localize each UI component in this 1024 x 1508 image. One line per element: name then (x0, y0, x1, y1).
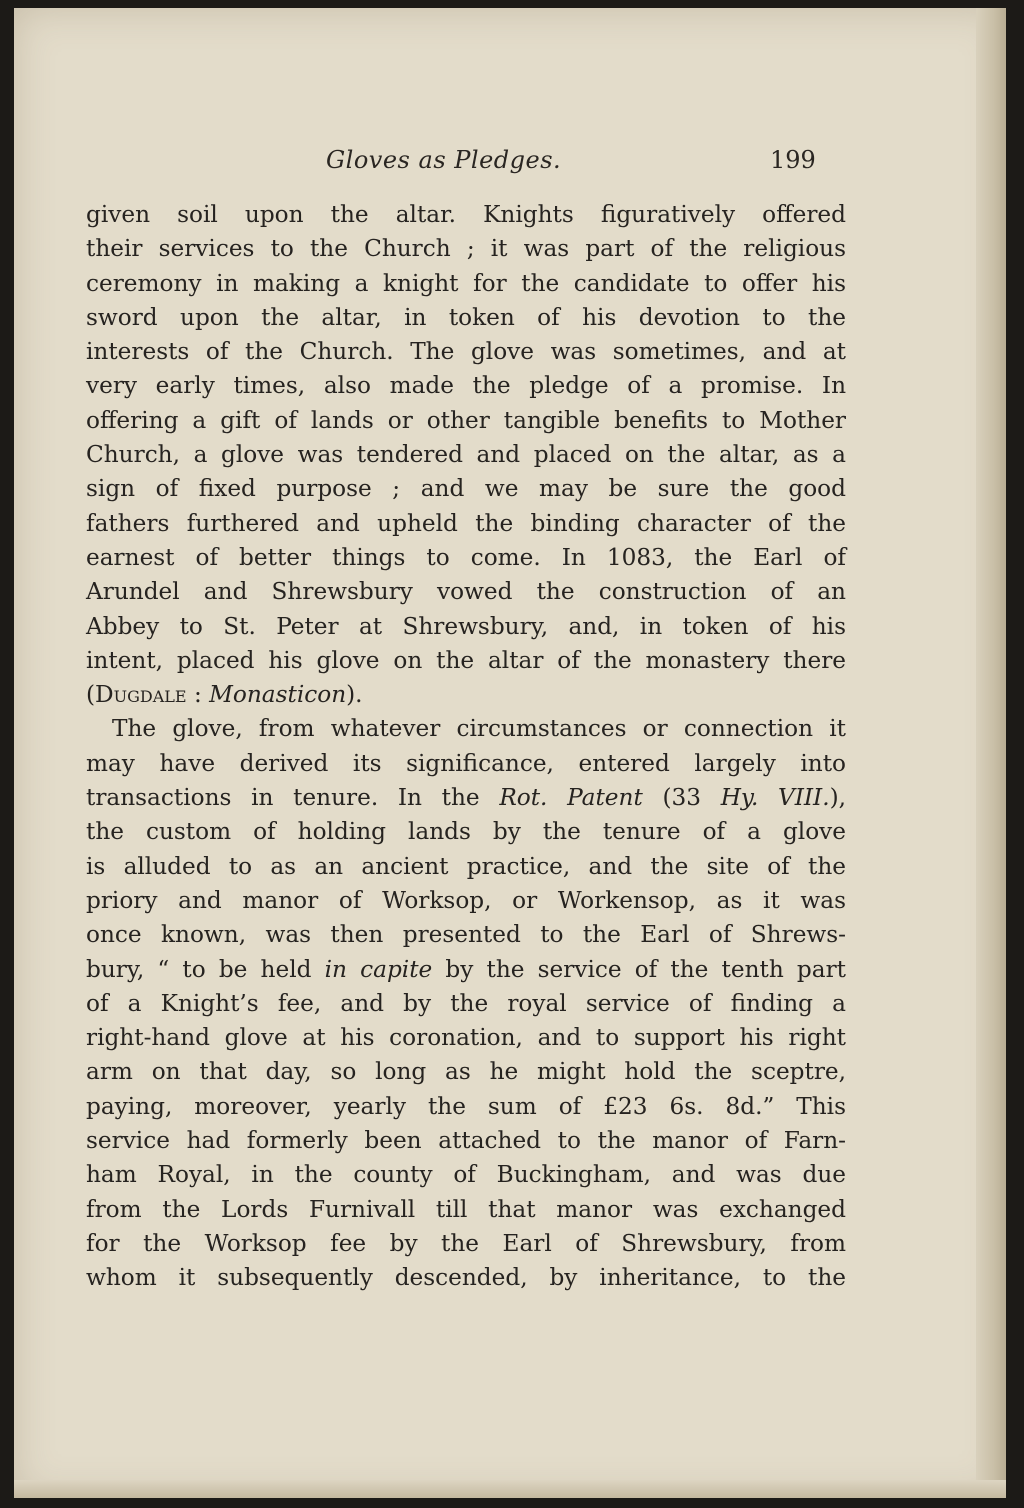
citation-line (86, 678, 846, 712)
text-line: interests of the Church. The glove was sometimes, and at (86, 338, 846, 366)
in-capite: in capite (324, 955, 433, 983)
text-line: intent, placed his glove on the altar of the monastery there (86, 646, 846, 674)
text-run: (33 (642, 784, 721, 812)
citation-sep: : (186, 681, 210, 709)
text-line: given soil upon the altar. Knights figuratively offered (86, 201, 846, 228)
text-line: earnest of better things to come. In 1083, the Earl of (86, 543, 846, 571)
text-line: priory and manor of Worksop, or Workensop, as it was (86, 886, 846, 914)
text-line: the custom of holding lands by the tenure of a glove (86, 818, 846, 846)
citation-open: ( (86, 681, 96, 709)
page-bottom-edge (14, 1480, 1006, 1498)
text-line: very early times, also made the pledge of a promise. In (86, 372, 846, 400)
text-line: offering a gift of lands or other tangible benefits to Mother (86, 406, 846, 434)
text-line: sword upon the altar, in token of his devotion to the (86, 303, 846, 331)
book-page (14, 8, 1006, 1498)
text-line: once known, was then presented to the Earl of Shrews- (86, 921, 846, 949)
text-line: Abbey to St. Peter at Shrewsbury, and, in token of his (86, 612, 846, 640)
body-text (86, 198, 846, 1296)
text-run: by the service of the tenth part (432, 955, 846, 983)
page-number: 199 (770, 146, 816, 174)
text-line: whom it subsequently descended, by inheritance, to the (86, 1264, 846, 1292)
text-line: arm on that day, so long as he might hold the sceptre, (86, 1058, 846, 1086)
text-line: ham Royal, in the county of Buckingham, and was due (86, 1161, 846, 1189)
rot-patent: Rot. Patent (499, 784, 643, 812)
text-line: The glove, from whatever circumstances or connection it (112, 715, 846, 743)
text-run: ), (829, 784, 847, 812)
citation-close: ). (346, 681, 363, 709)
text-line (86, 781, 846, 815)
text-line: service had formerly been attached to the manor of Farn- (86, 1127, 846, 1155)
page-edge (976, 8, 1006, 1498)
running-head (14, 146, 1006, 186)
citation-work: Monasticon (209, 681, 347, 709)
text-line: ceremony in making a knight for the candidate to offer his (86, 269, 846, 297)
text-line: may have derived its significance, entered largely into (86, 749, 846, 777)
text-line: paying, moreover, yearly the sum of £23 6s. 8d.” This (86, 1092, 846, 1120)
text-line: of a Knight’s fee, and by the royal service of finding a (86, 989, 846, 1017)
text-line: Church, a glove was tendered and placed on the altar, as a (86, 441, 846, 469)
citation-author: Dugdale (95, 681, 187, 709)
text-line: for the Worksop fee by the Earl of Shrewsbury, from (86, 1229, 846, 1257)
text-line: their services to the Church ; it was part of the religious (86, 235, 846, 263)
running-title: Gloves as Pledges. (326, 146, 562, 174)
text-line: from the Lords Furnivall till that manor was exchanged (86, 1195, 846, 1223)
text-run: bury, “ to be held (86, 955, 325, 983)
text-run: transactions in tenure. In the (86, 784, 500, 812)
text-line: fathers furthered and upheld the binding character of the (86, 509, 846, 537)
text-line (86, 953, 846, 987)
text-line: right-hand glove at his coronation, and to support his right (86, 1024, 846, 1052)
hy-viii: Hy. VIII. (720, 784, 830, 812)
text-line: Arundel and Shrewsbury vowed the construction of an (86, 578, 846, 606)
text-line: sign of fixed purpose ; and we may be sure the good (86, 475, 846, 503)
text-line: is alluded to as an ancient practice, and the site of the (86, 852, 846, 880)
